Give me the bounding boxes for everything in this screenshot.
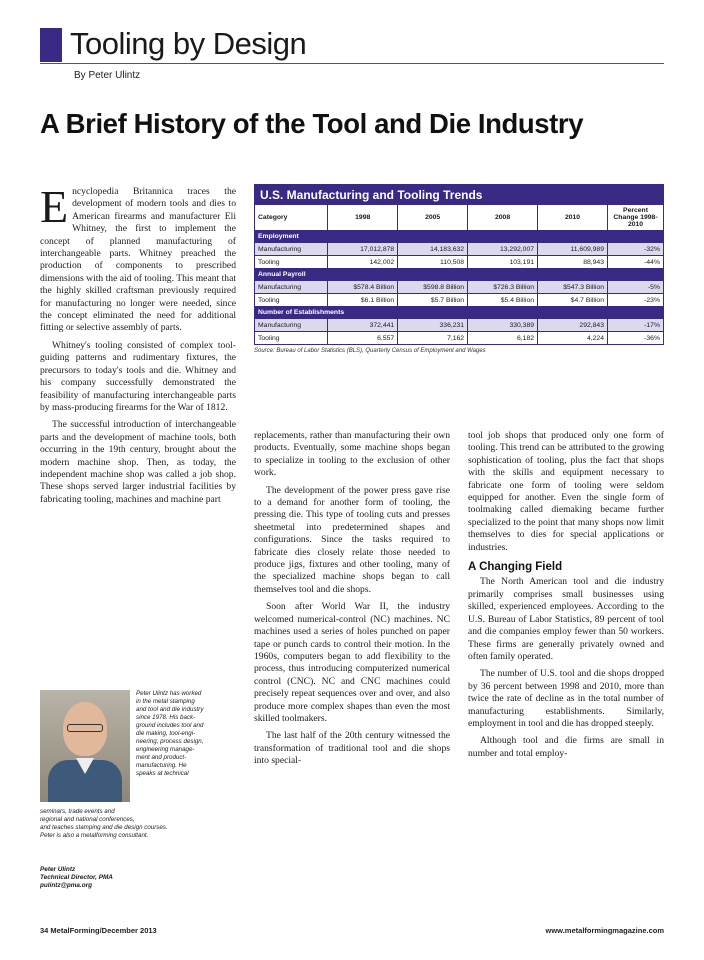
table-cell: -17%: [608, 319, 664, 332]
paragraph: replacements, rather than manufacturing their own products. Eventually, some machine shops began to specialize in tooling to the exclusion of other work.: [254, 430, 450, 479]
table-header-cell: 1998: [328, 205, 398, 231]
trends-table-box: [254, 184, 664, 354]
table-row: [255, 243, 664, 256]
table-section-label: Annual Payroll: [255, 269, 664, 281]
footer-url: www.metalformingmagazine.com: [545, 926, 664, 935]
bio-line: engineering manage-: [136, 746, 195, 753]
table-cell: 372,441: [328, 319, 398, 332]
table-cell: Manufacturing: [255, 281, 328, 294]
bio-line: neering, process design,: [136, 738, 204, 745]
table-cell: -5%: [608, 281, 664, 294]
table-cell: 103,191: [468, 256, 538, 269]
table-cell: $726.3 Billion: [468, 281, 538, 294]
table-cell: 88,943: [538, 256, 608, 269]
table-cell: $5.7 Billion: [398, 294, 468, 307]
department-color-bar: [40, 28, 62, 62]
table-row: [255, 294, 664, 307]
table-row: [255, 332, 664, 345]
table-cell: 330,389: [468, 319, 538, 332]
table-section-row: [255, 307, 664, 319]
table-source: Source: Bureau of Labor Statistics (BLS), Quarterly Census of Employment and Wages: [254, 348, 486, 354]
paragraph: tool job shops that produced only one form of tooling. This trend can be attributed to the growing sophistication of tooling, plus the fact that shops with the skills and equipment necessary to fabricate one form of tooling were seldom equipped for another. Even the single form of toolmaking called diemaking became further specialized to the point that many shops now limit themselves to dies for special applications or industries.: [468, 430, 664, 553]
table-cell: 13,292,007: [468, 243, 538, 256]
paragraph: Although tool and die firms are small in number and total employ-: [468, 735, 664, 759]
author-name: Peter Ulintz: [40, 866, 76, 873]
table-row: [255, 256, 664, 269]
bio-line: speaks at technical: [136, 770, 189, 777]
table-cell: Tooling: [255, 332, 328, 345]
bio-line: since 1978. His back-: [136, 714, 196, 721]
author-email: pulintz@pma.org: [40, 882, 93, 889]
bio-line: regional and national conferences,: [40, 816, 135, 823]
table-cell: 11,609,989: [538, 243, 608, 256]
table-cell: 110,508: [398, 256, 468, 269]
table-cell: 6,182: [468, 332, 538, 345]
bio-line: in the metal stamping: [136, 698, 195, 705]
byline: By Peter Ulintz: [74, 70, 141, 81]
article-column-2: [254, 430, 450, 773]
table-cell: Manufacturing: [255, 243, 328, 256]
bio-line: die making, tool-engi-: [136, 730, 196, 737]
author-title: Technical Director, PMA: [40, 874, 113, 881]
footer-folio: 34 MetalForming/December 2013: [40, 926, 157, 935]
bio-line: and teaches stamping and die design courses.: [40, 824, 168, 831]
department-title: Tooling by Design: [70, 26, 307, 61]
bio-line: ment and product-: [136, 754, 187, 761]
table-cell: -36%: [608, 332, 664, 345]
table-cell: $4.7 Billion: [538, 294, 608, 307]
section-subhead: A Changing Field: [468, 561, 563, 574]
author-bio-bottom: [40, 808, 240, 840]
table-row: [255, 281, 664, 294]
bio-line: ground includes tool and: [136, 722, 204, 729]
bio-line: Peter Ulintz has worked: [136, 690, 202, 697]
paragraph: The development of the power press gave rise to a demand for another form of tooling, the pressing die. This type of tooling cuts and presses sheetmetal into predetermined shapes and configurations. Since the tasks required to fabricate dies closely relate those needed to produce jigs, fixtures and other tooling, many of the specialized machine shops began to call themselves tool and die shops.: [254, 484, 450, 595]
table-body: [255, 231, 664, 345]
table-header-cell: 2005: [398, 205, 468, 231]
paragraph: The North American tool and die industry primarily comprises small businesses using skilled, experienced employees. According to the U.S. Bureau of Labor Statistics, 89 percent of tool and die companies employ fewer than 50 workers. These firms are generally privately owned and often family operated.: [468, 576, 664, 662]
drop-cap: E: [40, 181, 69, 232]
table-cell: Tooling: [255, 294, 328, 307]
author-signature: [40, 866, 113, 890]
table-title: U.S. Manufacturing and Tooling Trends: [254, 184, 664, 204]
table-header-cell: 2008: [468, 205, 538, 231]
table-cell: $547.3 Billion: [538, 281, 608, 294]
author-bio-side: [136, 690, 240, 778]
department-rule: [40, 63, 664, 64]
table-row: [255, 319, 664, 332]
paragraph-text: ncyclopedia Britannica traces the development of modern tools and dies to American firearms and manufacturer Eli Whitney, the first to implement the concept of planned manufacturing of interchangeable parts. Whitney preached the production of components to prescribed dimensions with the aid of tooling. This meant that the highly skilled craftsman previously required for manufacturing no longer were needed, since the concept eliminated the need for additional fitting or selective assembly of parts.: [40, 186, 236, 334]
paragraph: Whitney's tooling consisted of complex tool-guiding patterns and rudimentary fixtures, the precursors to today's tools and die. Whitney and his company successfully demonstrated the feasibility of manufacturing interchangeable parts by mass-producing firearms for the War of 1812.: [40, 339, 236, 413]
paragraph: The number of U.S. tool and die shops dropped by 36 percent between 1998 and 2010, more than twice the rate of decline as in the total number of manufacturing establishments. Similarly, employment in tool and die has dropped steeply.: [468, 668, 664, 729]
table-section-label: Employment: [255, 231, 664, 243]
table-cell: Tooling: [255, 256, 328, 269]
table-cell: $5.4 Billion: [468, 294, 538, 307]
article-headline: A Brief History of the Tool and Die Industry: [40, 108, 584, 139]
table-header-cell: Percent Change 1998-2010: [608, 205, 664, 231]
table-cell: 142,002: [328, 256, 398, 269]
table-header-cell: Category: [255, 205, 328, 231]
table-cell: -32%: [608, 243, 664, 256]
table-cell: $598.8 Billion: [398, 281, 468, 294]
table-cell: 17,012,878: [328, 243, 398, 256]
bio-line: seminars, trade events and: [40, 808, 115, 815]
bio-line: and tool and die industry: [136, 706, 204, 713]
table-section-label: Number of Establishments: [255, 307, 664, 319]
table-section-row: [255, 231, 664, 243]
trends-table: [254, 204, 664, 345]
author-photo: [40, 690, 130, 802]
table-cell: 7,162: [398, 332, 468, 345]
table-cell: 6,557: [328, 332, 398, 345]
table-cell: $6.1 Billion: [328, 294, 398, 307]
table-cell: $578.4 Billion: [328, 281, 398, 294]
paragraph: The last half of the 20th century witnessed the transformation of traditional tool and die shops into special-: [254, 730, 450, 767]
bio-line: manufacturing. He: [136, 762, 187, 769]
table-cell: -23%: [608, 294, 664, 307]
paragraph: The successful introduction of interchangeable parts and the development of machine tools, both occurring in the 19th century, brought about the modern machine shop. Then, as today, the independent machine shop was called a job shop. These shops served larger industrial facilities by fabricating tooling, machines and machine part: [40, 419, 236, 505]
table-cell: -44%: [608, 256, 664, 269]
table-cell: 4,224: [538, 332, 608, 345]
table-cell: 336,231: [398, 319, 468, 332]
bio-line: Peter is also a metalforming consultant.: [40, 832, 149, 839]
table-cell: Manufacturing: [255, 319, 328, 332]
table-header-cell: 2010: [538, 205, 608, 231]
article-column-3: [468, 430, 664, 765]
table-section-row: [255, 269, 664, 281]
article-column-1: [40, 181, 236, 511]
table-cell: 14,183,632: [398, 243, 468, 256]
paragraph: [40, 181, 236, 335]
paragraph: Soon after World War II, the industry welcomed numerical-control (NC) machines. NC machines used a series of holes punched on paper tape or punch cards to control their motion. In the 1960s, computers began to add flexibility to the process, thus introducing computerized numerical control (CNC). NC and CNC machines could precisely repeat sequences over and over, and also produce more complex shapes than even the most skilled toolmakers.: [254, 601, 450, 724]
table-header-row: [255, 205, 664, 231]
table-cell: 292,843: [538, 319, 608, 332]
